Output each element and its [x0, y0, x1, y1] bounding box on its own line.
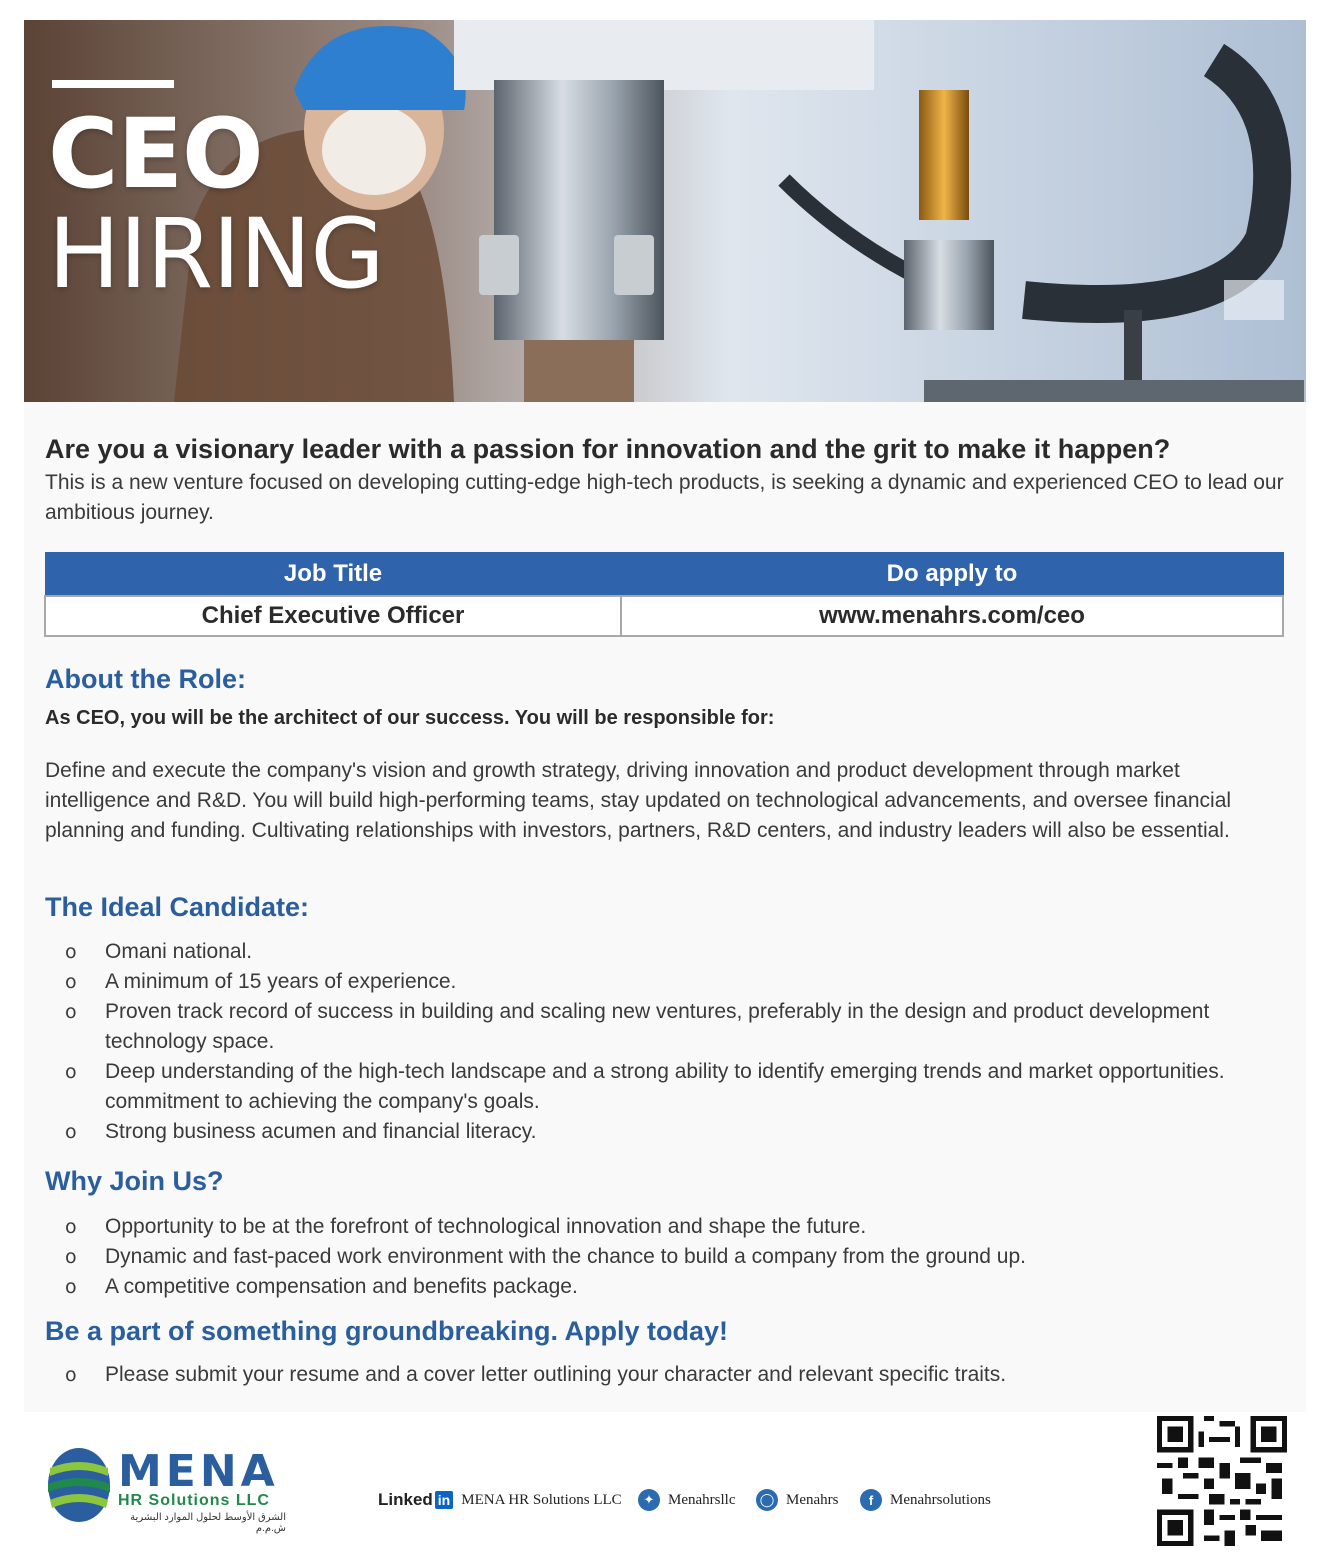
job-title-value: Chief Executive Officer	[45, 596, 621, 636]
ideal-candidate-heading: The Ideal Candidate:	[45, 892, 310, 922]
bullet: o	[65, 971, 77, 993]
hero-title	[48, 98, 384, 310]
globe-icon	[46, 1446, 112, 1524]
list-item: o A minimum of 15 years of experience.	[60, 967, 1290, 997]
list-item: o Deep understanding of the high-tech landscape and a strong ability to identify emerging trends and market opportunities. commitment to achieving the company's goals.	[60, 1057, 1290, 1117]
instagram-icon: ◯	[756, 1489, 778, 1511]
job-title-header: Job Title	[45, 553, 621, 597]
about-heading: About the Role:	[45, 664, 246, 694]
apply-heading: Be a part of something groundbreaking. Apply today!	[45, 1316, 729, 1346]
intro-paragraph: This is a new venture focused on developing cutting-edge high-tech products, is seeking a dynamic and experienced CEO to lead our ambitious journey.	[45, 471, 1284, 524]
logo-name: MENA	[118, 1446, 279, 1497]
instagram-link[interactable]	[756, 1488, 839, 1512]
list-item: o Omani national.	[60, 937, 1290, 967]
bullet: o	[65, 1061, 77, 1083]
list-item: o Dynamic and fast-paced work environment with the chance to build a company from the ground up.	[60, 1242, 1290, 1272]
logo-arabic: الشرق الأوسط لحلول الموارد البشرية ش.م.م	[130, 1512, 286, 1534]
list-item: o Strong business acumen and financial literacy.	[60, 1117, 1290, 1147]
logo-subtitle: HR Solutions LLC	[118, 1492, 270, 1509]
list-item: o Proven track record of success in building and scaling new ventures, preferably in the design and product development technology space.	[60, 997, 1290, 1057]
bullet: o	[65, 1216, 77, 1238]
mena-logo[interactable]	[46, 1446, 286, 1534]
linkedin-handle: MENA HR Solutions LLC	[461, 1491, 622, 1508]
hero-banner	[24, 20, 1306, 402]
apply-url-link[interactable]: www.menahrs.com/ceo	[621, 596, 1283, 636]
intro-question: Are you a visionary leader with a passion for innovation and the grit to make it happen?	[45, 434, 1171, 464]
hero-title-line2: HIRING	[48, 198, 384, 310]
job-table	[44, 552, 1284, 637]
bullet: o	[65, 1364, 77, 1386]
twitter-handle: Menahrsllc	[668, 1491, 736, 1508]
about-paragraph: Define and execute the company's vision and growth strategy, driving innovation and product development through market intelligence and R&D. You will build high-performing teams, stay updated on technological advancements, and oversee financial planning and funding. Cultivating relationships with investors, partners, R&D centers, and industry leaders will also be essential.	[45, 759, 1232, 842]
instagram-handle: Menahrs	[786, 1491, 839, 1508]
twitter-icon: ✦	[638, 1489, 660, 1511]
apply-to-header: Do apply to	[621, 553, 1283, 597]
linkedin-icon: in	[435, 1491, 453, 1509]
why-join-heading: Why Join Us?	[45, 1166, 224, 1196]
apply-list	[60, 1360, 1290, 1390]
bullet: o	[65, 1246, 77, 1268]
bullet: o	[65, 941, 77, 963]
list-item: o Please submit your resume and a cover letter outlining your character and relevant specific traits.	[60, 1360, 1290, 1390]
linkedin-wordmark: Linked	[378, 1490, 433, 1509]
hero-title-line1: CEO	[48, 98, 263, 210]
facebook-handle: Menahrsolutions	[890, 1491, 991, 1508]
linkedin-link[interactable]	[378, 1488, 622, 1512]
twitter-link[interactable]	[638, 1488, 735, 1512]
facebook-link[interactable]	[860, 1488, 991, 1512]
hero-accent-bar	[52, 80, 174, 88]
bullet: o	[65, 1276, 77, 1298]
bullet: o	[65, 1121, 77, 1143]
about-lead: As CEO, you will be the architect of our success. You will be responsible for:	[45, 707, 775, 729]
bullet: o	[65, 1001, 77, 1023]
ideal-candidate-list	[60, 937, 1290, 1147]
why-join-list	[60, 1212, 1290, 1302]
list-item: o A competitive compensation and benefits package.	[60, 1272, 1290, 1302]
list-item: o Opportunity to be at the forefront of technological innovation and shape the future.	[60, 1212, 1290, 1242]
facebook-icon: f	[860, 1489, 882, 1511]
qr-code[interactable]	[1157, 1416, 1287, 1546]
